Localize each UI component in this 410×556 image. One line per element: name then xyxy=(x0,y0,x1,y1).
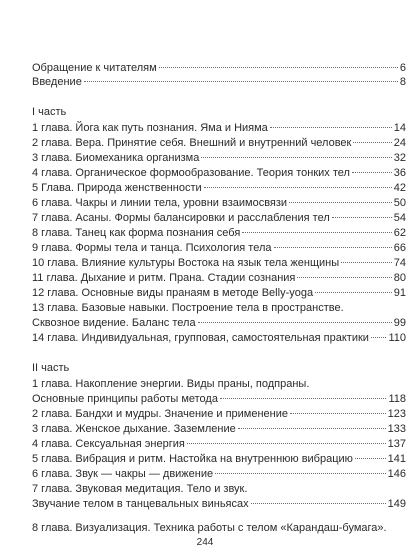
toc-entry xyxy=(32,75,406,89)
toc-entry-page: 146 xyxy=(387,468,406,480)
toc-entry xyxy=(32,286,406,300)
toc-entry-title: 1 глава. Накопление энергии. Виды праны, подпраны. xyxy=(32,378,310,390)
page-number: 244 xyxy=(196,537,214,548)
toc-entry-title: Основные принципы работы метода xyxy=(32,393,218,405)
dot-leader xyxy=(353,142,391,143)
toc-entry xyxy=(32,271,406,285)
toc-entry-page: 42 xyxy=(393,182,406,194)
toc-entry xyxy=(32,121,406,135)
toc-entry-page: 99 xyxy=(393,317,406,329)
toc-entry xyxy=(32,452,406,466)
part-heading: I часть xyxy=(32,106,67,118)
toc-entry xyxy=(32,181,406,195)
toc-entry xyxy=(32,437,406,451)
toc-entry xyxy=(32,497,406,511)
toc-entry-title: 9 глава. Формы тела и танца. Психология тела xyxy=(32,242,272,254)
dot-leader xyxy=(289,202,392,203)
dot-leader xyxy=(297,277,391,278)
dot-leader xyxy=(159,67,398,68)
toc-entry-page: 66 xyxy=(393,242,406,254)
dot-leader xyxy=(332,217,392,218)
toc-entry-page: 149 xyxy=(387,498,406,510)
toc-entry-title: Звучание телом в танцевальных виньясах xyxy=(32,498,249,510)
toc-entry-title: 4 глава. Сексуальная энергия xyxy=(32,438,185,450)
toc-entry-page: 133 xyxy=(387,423,406,435)
toc-entry-page: 123 xyxy=(387,408,406,420)
toc-entry xyxy=(32,61,406,75)
toc-entry-page: 36 xyxy=(393,167,406,179)
toc-entry-page: 141 xyxy=(387,453,406,465)
toc-entry-title: 4 глава. Органическое формообразование. Теория тонких тел xyxy=(32,167,350,179)
toc-entry-title: 3 глава. Биомеханика организма xyxy=(32,152,200,164)
toc-entry-title: 2 глава. Бандхи и мудры. Значение и применение xyxy=(32,408,289,420)
toc-entry-page: 50 xyxy=(393,197,406,209)
toc-entry-title: 8 глава. Танец как форма познания себя xyxy=(32,227,241,239)
toc-entry xyxy=(32,407,406,421)
toc-entry xyxy=(32,392,406,406)
toc-entry xyxy=(32,316,406,330)
toc-entry-title: 14 глава. Индивидуальная, групповая, самостоятельная практики xyxy=(32,332,369,344)
toc-entry xyxy=(32,211,406,225)
toc-entry xyxy=(32,256,406,270)
toc-entry xyxy=(32,377,406,391)
toc-entry-title: 13 глава. Базовые навыки. Построение тела в пространстве. xyxy=(32,302,344,314)
toc-entry-title: Сквозное видение. Баланс тела xyxy=(32,317,196,329)
toc-entry-title: Введение xyxy=(32,76,82,88)
toc-entry xyxy=(32,301,406,315)
dot-leader xyxy=(215,473,386,474)
toc-entry xyxy=(32,482,406,496)
toc-entry-page: 118 xyxy=(388,393,406,405)
dot-leader xyxy=(204,187,392,188)
toc-entry xyxy=(32,151,406,165)
dot-leader xyxy=(341,262,392,263)
toc-entry-page: 54 xyxy=(393,212,406,224)
toc-entry-page: 91 xyxy=(393,287,406,299)
toc-entry-title: 1 глава. Йога как путь познания. Яма и Нияма xyxy=(32,122,268,134)
toc-entry-page: 14 xyxy=(393,122,406,134)
dot-leader xyxy=(355,458,386,459)
toc-entry-title: 7 глава. Асаны. Формы балансировки и расслабления тел xyxy=(32,212,330,224)
toc-entry-page: 74 xyxy=(393,257,406,269)
dot-leader xyxy=(315,292,392,293)
toc-entry-title: 10 глава. Влияние культуры Востока на язык тела женщины xyxy=(32,257,340,269)
dot-leader xyxy=(238,428,386,429)
toc-entry-title: 12 глава. Основные виды пранаям в методе Belly-yoga xyxy=(32,287,314,299)
dot-leader xyxy=(270,127,392,128)
toc-entry-page: 8 xyxy=(399,76,406,88)
toc-entry-title: 5 глава. Вибрация и ритм. Настойка на внутреннюю вибрацию xyxy=(32,453,353,465)
toc-entry xyxy=(32,226,406,240)
toc-entry xyxy=(32,422,406,436)
toc-entry-title: 7 глава. Звуковая медитация. Тело и звук. xyxy=(32,483,248,495)
toc-entry-page: 62 xyxy=(393,227,406,239)
toc-entry-page: 32 xyxy=(393,152,406,164)
dot-leader xyxy=(274,247,392,248)
toc-entry xyxy=(32,467,406,481)
toc-entry xyxy=(32,196,406,210)
dot-leader xyxy=(352,172,392,173)
toc-entry-title: 6 глава. Чакры и линии тела, уровни взаимосвязи xyxy=(32,197,288,209)
toc-entry xyxy=(32,331,406,345)
toc-entry-page: 137 xyxy=(387,438,406,450)
toc-entry-title: Обращение к читателям xyxy=(32,62,157,74)
dot-leader xyxy=(220,398,386,399)
toc-entry xyxy=(32,521,406,535)
dot-leader xyxy=(251,503,386,504)
toc-entry-page: 24 xyxy=(393,137,406,149)
dot-leader xyxy=(290,413,386,414)
toc-entry-title: 6 глава. Звук — чакры — движение xyxy=(32,468,214,480)
dot-leader xyxy=(242,232,391,233)
part-heading: II часть xyxy=(32,362,70,374)
dot-leader xyxy=(198,322,392,323)
toc-entry-title: 3 глава. Женское дыхание. Заземление xyxy=(32,423,236,435)
dot-leader xyxy=(84,81,398,82)
toc-entry xyxy=(32,241,406,255)
toc-entry-title: 8 глава. Визуализация. Техника работы с телом «Карандаш-бумага». xyxy=(32,522,387,534)
toc-entry-title: 11 глава. Дыхание и ритм. Прана. Стадии сознания xyxy=(32,272,296,284)
dot-leader xyxy=(371,337,387,338)
toc-entry-page: 6 xyxy=(399,62,406,74)
dot-leader xyxy=(201,157,391,158)
toc-entry-title: 5 Глава. Природа женственности xyxy=(32,182,202,194)
toc-entry-title: 2 глава. Вера. Принятие себя. Внешний и внутренний человек xyxy=(32,137,352,149)
toc-entry-page: 80 xyxy=(393,272,406,284)
toc-entry xyxy=(32,166,406,180)
toc-entry-page: 110 xyxy=(388,332,406,344)
toc-entry xyxy=(32,136,406,150)
dot-leader xyxy=(187,443,386,444)
